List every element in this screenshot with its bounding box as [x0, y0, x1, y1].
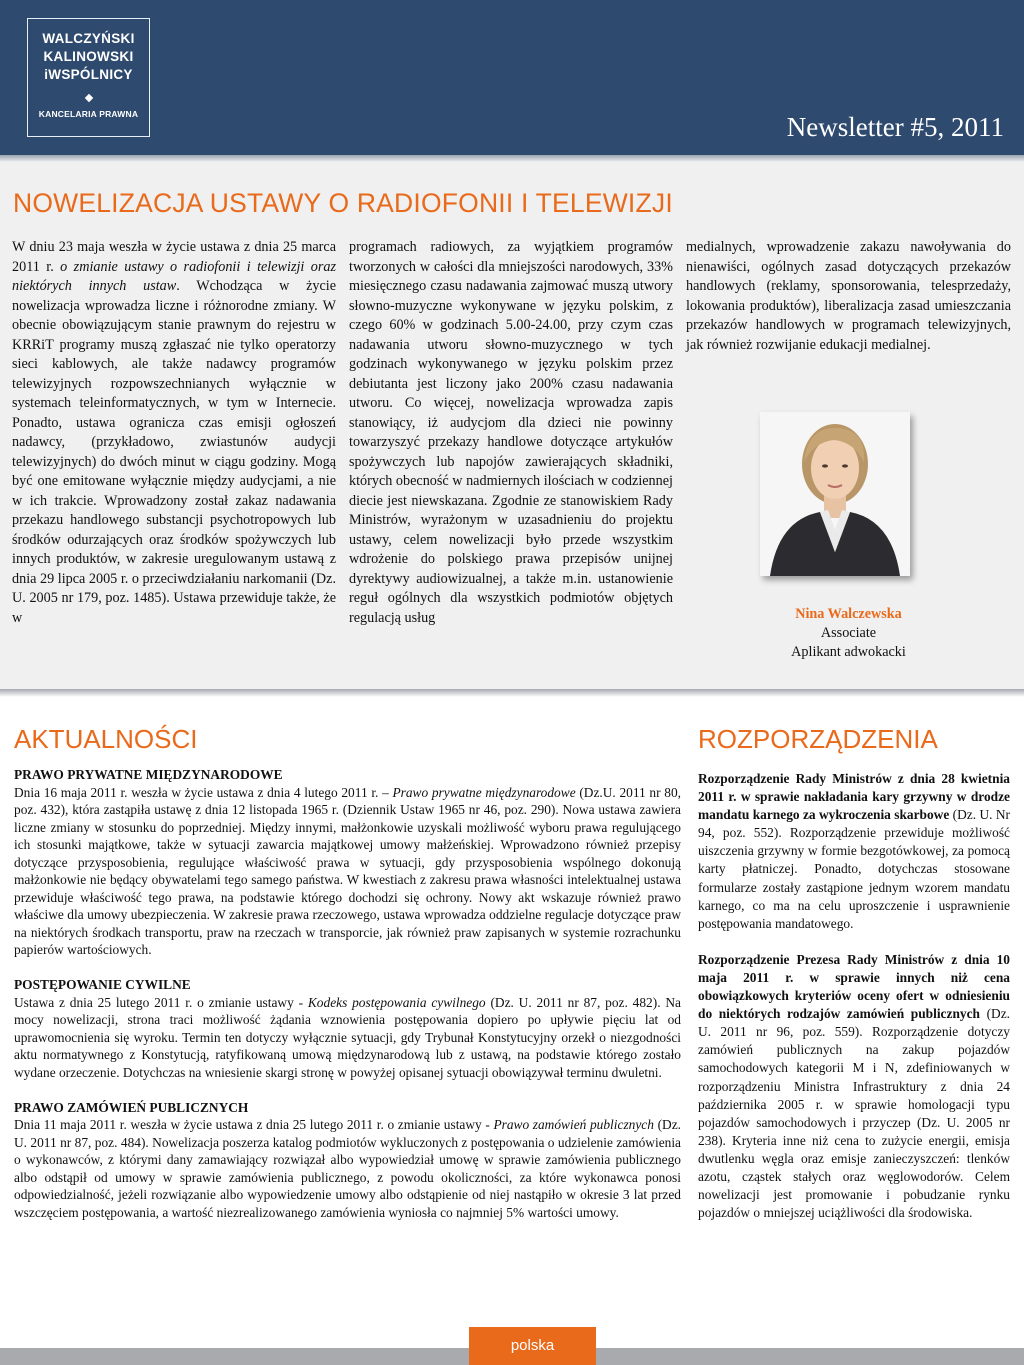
feature-section: [0, 162, 1024, 689]
rozporzadzenia-list: [698, 770, 1010, 1240]
feature-title: NOWELIZACJA USTAWY O RADIOFONII I TELEWIZJI: [13, 188, 673, 218]
news-text-italic: Kodeks postępowania cywilnego: [307, 994, 486, 1010]
news-item: [14, 976, 681, 1081]
newsletter-title: Newsletter #5, 2011: [786, 112, 1004, 142]
header-shadow: [0, 155, 1024, 162]
logo-line-1: WALCZYŃSKI: [42, 31, 135, 46]
regulation-item: [698, 951, 1010, 1222]
regulation-heading: Rozporządzenie Prezesa Rady Ministrów z dnia 10 maja 2011 r. w sprawie innych niż cena obowiązkowych kryteriów oceny ofert w odniesieniu do niektórych rodzajów zamówień publicznych: [698, 951, 1010, 1022]
feature-text-italic: o zmianie ustawy o radiofonii i telewizji oraz niektórych innych ustaw: [12, 258, 337, 294]
logo-line-3: iWSPÓLNICY: [44, 67, 133, 82]
logo-line-2: KALINOWSKI: [43, 49, 134, 64]
news-heading: PRAWO ZAMÓWIEŃ PUBLICZNYCH: [14, 1099, 249, 1115]
language-button[interactable]: polska: [469, 1327, 596, 1365]
news-text: (Dz. U. 2011 nr 87, poz. 484). Nowelizacja poszerza katalog podmiotów wykluczonych z postępowania o udzielenie zamówienia o wykonawców, z którymi dany zamawiający rozwiązał albo wypowiedział umowę w sprawie zamówienia publicznego albo odstąpił od umowy w sprawie zamówienia publicznego, z powodu okoliczności, za które wykonawca ponosi odpowiedzialność, jeżeli rozwiązanie albo wypowiedzenie umowy albo odstąpienie od niej nastąpiło w okresie 3 lat przed wszczęciem postępowania, a wartość niezrealizowanego zamówienia wyniosła co najmniej 5% wartości umowy.: [14, 1117, 681, 1220]
news-text: Ustawa z dnia 25 lutego 2011 r. o zmianie ustawy -: [14, 994, 308, 1010]
aktualnosci-title: AKTUALNOŚCI: [14, 724, 198, 754]
person-caption: [686, 605, 1011, 662]
person-title: Aplikant adwokacki: [791, 644, 906, 660]
person-photo: [760, 412, 910, 576]
news-text: (Dz. U. 2011 nr 87, poz. 482). Na mocy nowelizacji, strona traci możliwość żądania wznowienia postępowania dopiero po upływie pięciu lat od uprawomocnienia się wyroku. Termin ten dotyczy wyłącznie sytuacji, gdy Trybunał Konstytucyjny orzekł o niezgodności aktu normatywnego z Konstytucją, ratyfikowaną umową międzynarodową lub z ustawą, na podstawie którego zostało wydane orzeczenie. Dotychczas na wniesienie skargi stronę w powyżej opisanej sytuacji obowiązywał terminu dwuletni.: [14, 994, 681, 1080]
feature-column-2: programach radiowych, za wyjątkiem programów tworzonych w całości dla mniejszości narodowych, 33% miesięcznego czasu nadawania zajmować muszą utwory słowno-muzyczne wykonywane w języku polskim, z czego 60% w godzinach 5.00-24.00, przy czym czas nadawania utworu słowno-muzycznego w tych godzinach wykonywanego w języku polskim przez debiutanta jest liczony jako 200% czasu nadawania utworu. Co więcej, nowelizacja wprowadza zapis stanowiący, iż audycjom dla dzieci nie powinny towarzyszyć przekazy handlowe dotyczące artykułów spożywczych lub napojów zawierających składniki, których obecność w nadmiernych ilościach w codziennej diecie jest niewskazana. Zgodnie ze stanowiskiem Rady Ministrów, wyrażonym w uzasadnieniu do projektu ustawy, celem nowelizacji było przede wszystkim wdrożenie do polskiego prawa przepisów unijnej dyrektywy audiowizualnej, a także m.in. ustanowienie reguł ogólnych dla wszystkich podmiotów objętych regulacją usług: [349, 239, 673, 626]
regulation-text: (Dz. U. Nr 94, poz. 552). Rozporządzenie przewiduje możliwość uiszczenia grzywny w formie bezgotówkowej, za pomocą karty płatniczej. Ponadto, dotychczas stosowane formularze zostały zastąpione jednym wzorem mandatu karnego, co ma na celu uproszczenie i usprawnienie postępowania mandatowego.: [698, 807, 1010, 931]
regulation-item: [698, 770, 1010, 933]
feature-text: . Wchodząca w życie nowelizacja wprowadza liczne i różnorodne zmiany. W obecnie obowiązującym stanie prawnym do rejestru w KRRiT programy muszą zgłaszać nie tylko operatorzy sieci kablowych, ale także nadawcy programów telewizyjnych rozpowszechnianych wyłącznie w systemach teleinformatycznych, w tym w Internecie. Ponadto, ustawa ogranicza czas emisji ogłoszeń nadawcy, (przykładowo, zwiastunów audycji telewizyjnych) do dwóch minut w ciągu godziny. Mogą być one emitowane wyłącznie między audycjami, a nie w ich trakcie. Wprowadzony został zakaz nadawania przekazu handlowego substancji psychotropowych lub środków odurzających oraz środków spożywczych lub innych produktów, w zakresie uregulowanym ustawą z dnia 29 lipca 2005 r. o przeciwdziałaniu narkomanii (Dz. U. 2005 nr 179, poz. 1485). Ustawa przewiduje także, że w: [12, 278, 336, 626]
aktualnosci-list: [14, 766, 681, 1239]
news-heading: POSTĘPOWANIE CYWILNE: [14, 977, 191, 992]
news-heading: PRAWO PRYWATNE MIĘDZYNARODOWE: [14, 767, 283, 782]
news-text-italic: Prawo zamówień publicznych: [493, 1117, 654, 1132]
person-name[interactable]: Nina Walczewska: [795, 606, 902, 622]
feature-column-1: [12, 238, 336, 628]
rozporzadzenia-title: ROZPORZĄDZENIA: [698, 724, 938, 754]
news-text: (Dz.U. 2011 nr 80, poz. 432), która zastąpiła ustawę z dnia 12 listopada 1965 r. (Dziennik Ustaw 1965 nr 46, poz. 290). Nowa ustawa zawiera liczne zmiany w stosunku do poprzedniej. Między innymi, małżonkowie uzyskali możliwość wyboru prawa regulującego ich stosunki majątkowe, także w sytuacji zawarcia majątkowej umowy małżeńskiej. Wprowadzono również przepisy dotyczące przysposobienia, regulujące właściwość prawa w sytuacji, gdy przysposobienia wspólnego dokonują małżonkowie nie będący obywatelami tego samego państwa. W kwestiach z zakresu prawa własności intelektualnej ustawa przewiduje właściwość tego prawa, na podstawie którego dochodzi się ochrony. Nowy akt wskazuje również prawo właściwe dla umowy ubezpieczenia. W zakresie prawa rzeczowego, ustawa wprowadza oddzielne regulacje dotyczące praw na niektórych środkach transportu, praw na rzeczach w transporcie, jak również praw zapisanych w systemie rozrachunku papierów wartościowych.: [14, 784, 681, 957]
person-role: Associate: [820, 625, 877, 641]
firm-logo[interactable]: [27, 18, 150, 137]
diamond-icon: [85, 94, 93, 102]
feature-shadow: [0, 689, 1024, 697]
news-text-italic: Prawo prywatne międzynarodowe: [392, 784, 576, 800]
header: [0, 0, 1024, 155]
feature-text: W dniu 23 maja weszła w życie ustawa z dnia 25 marca 2011 r.: [12, 239, 336, 275]
news-item: [14, 766, 681, 959]
news-text: Dnia 16 maja 2011 r. weszła w życie ustawa z dnia 4 lutego 2011 r. –: [14, 784, 393, 800]
news-item: [14, 1099, 681, 1222]
news-text: Dnia 11 maja 2011 r. weszła w życie ustawa z dnia 25 lutego 2011 r. o zmianie ustawy -: [14, 1117, 494, 1132]
feature-column-3: medialnych, wprowadzenie zakazu nawoływania do nienawiści, ogólnych zasad dotyczących przekazów handlowych (reklamy, sponsorowania, telesprzedaży, lokowania produktów), liberalizacja zasad umieszczania przekazów handlowych w programach telewizyjnych, jak również rozwijanie edukacji medialnej.: [686, 239, 1011, 353]
regulation-text: (Dz. U. 2011 nr 96, poz. 559). Rozporządzenie dotyczy zamówień publicznych na zakup pojazdów samochodowych kategorii M i N, zdefiniowanych w rozporządzeniu Ministra Infrastruktury z dnia 24 października 2005 r. w sprawie homologacji typu pojazdów samochodowych i przyczep (Dz. U. 2005 nr 238). Kryteria inne niż cena to zużycie energii, emisja dwutlenku węgla oraz emisje zanieczyszczeń: tlenków azotu, cząstek stałych oraz węglowodorów. Celem nowelizacji jest promowanie i pobudzanie rynku pojazdów o mniejszej uciążliwości dla środowiska.: [698, 1006, 1010, 1221]
regulation-heading: Rozporządzenie Rady Ministrów z dnia 28 kwietnia 2011 r. w sprawie nakładania kary grzywny w drodze mandatu karnego za wykroczenia skarbowe: [698, 771, 1010, 823]
logo-line-4: KANCELARIA PRAWNA: [38, 109, 139, 119]
